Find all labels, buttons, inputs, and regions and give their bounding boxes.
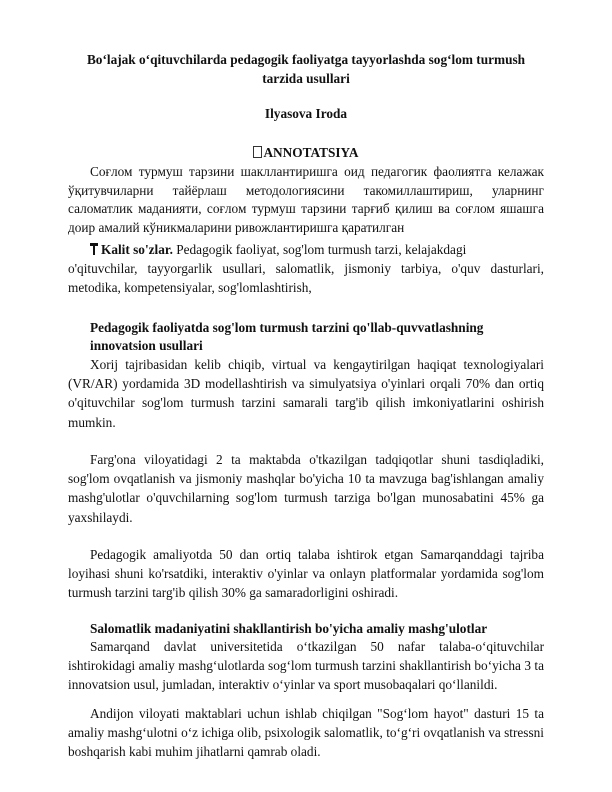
paper-title: Bo‘lajak o‘qituvchilarda pedagogik faoliyatga tayyorlashda sog‘lom turmush tarzida usullari: [86, 52, 526, 86]
annotation-text: Соғлом турмуш тарзини шакллантиришга оид педагогик фаолиятга келажак ўқитувчиларни тайёрлаш методологиясини такомиллаштириш, уларнинг саломатлик маданияти, соғлом турмуш тарзини тарғиб қилиш ва соғлом яшашга доир амалий кўникмаларини ривожлантиришга қаратилган: [68, 164, 544, 235]
section1-heading: Pedagogik faoliyatda sog'lom turmush tarzini qo'llab-quvvatlashning innovatsion usullari: [90, 320, 484, 353]
pin-icon: [90, 243, 98, 255]
missing-glyph-icon: [253, 146, 262, 158]
annotation-heading-text: ANNOTATSIYA: [263, 145, 359, 160]
section1-paragraph-1: Xorij tajribasidan kelib chiqib, virtual va kengaytirilgan haqiqat texnologiyalari (VR/AR) yordamida 3D modellashtirish va simulyatsiya o'yinlari orqali 70% dan ortiq o'qituvchilar sog'lom turmush tarzini samarali targ'ib qilish imkoniyatlarini oshirish mumkin.: [68, 357, 544, 430]
annotation-heading: [0, 145, 612, 161]
author-name: Ilyasova Iroda: [264, 106, 348, 121]
keywords-first-line: Pedagogik faoliyat, sog'lom turmush tarzi, kelajakdagi: [176, 242, 467, 257]
keywords-rest: o'qituvchilar, tayyorgarlik usullari, salomatlik, jismoniy tarbiya, o'quv dasturlari, metodika, kompetensiyalar, sog'lomlashtirish,: [68, 261, 544, 296]
section1-paragraph-3: Pedagogik amaliyotda 50 dan ortiq talaba ishtirok etgan Samarqanddagi tajriba loyihasi shuni ko'rsatdiki, interaktiv o'yinlar va onlayn platformalar yordamida sog'lom turmush tarzini targ'ib qilish 30% ga samaradorligini oshiradi.: [68, 547, 544, 601]
section2-heading: Salomatlik madaniyatini shakllantirish bo'yicha amaliy mashg'ulotlar: [90, 621, 488, 636]
section2-paragraph-1: Samarqand davlat universitetida o‘tkazilgan 50 nafar talaba-o‘qituvchilar ishtirokidagi amaliy mashg‘ulotlarda sog‘lom turmush tarzini shakllantirish bo‘yicha 3 ta innovatsion usul, jumladan, interaktiv o‘yinlar va sport musobaqalari qo‘llanildi.: [68, 639, 544, 693]
keywords-line: [90, 240, 544, 259]
section2-paragraph-2: Andijon viloyati maktablari uchun ishlab chiqilgan "Sog‘lom hayot" dasturi 15 ta amaliy mashg‘ulotni o‘z ichiga olib, psixologik salomatlik, to‘g‘ri ovqatlanish va stressni boshqarish kabi muhim jihatlarni qamrab oladi.: [68, 706, 544, 760]
keywords-label: Kalit so'zlar.: [101, 242, 173, 257]
section1-paragraph-2: Farg'ona viloyatidagi 2 ta maktabda o'tkazilgan tadqiqotlar shuni tasdiqladiki, sog'lom ovqatlanish va jismoniy mashqlar bo'yicha 10 ta mavzuga bag'ishlangan amaliy mashg'ulotlar o'quvchilarning sog'lom turmush tarziga bo'lgan munosabatini 45% ga yaxshilaydi.: [68, 452, 544, 525]
